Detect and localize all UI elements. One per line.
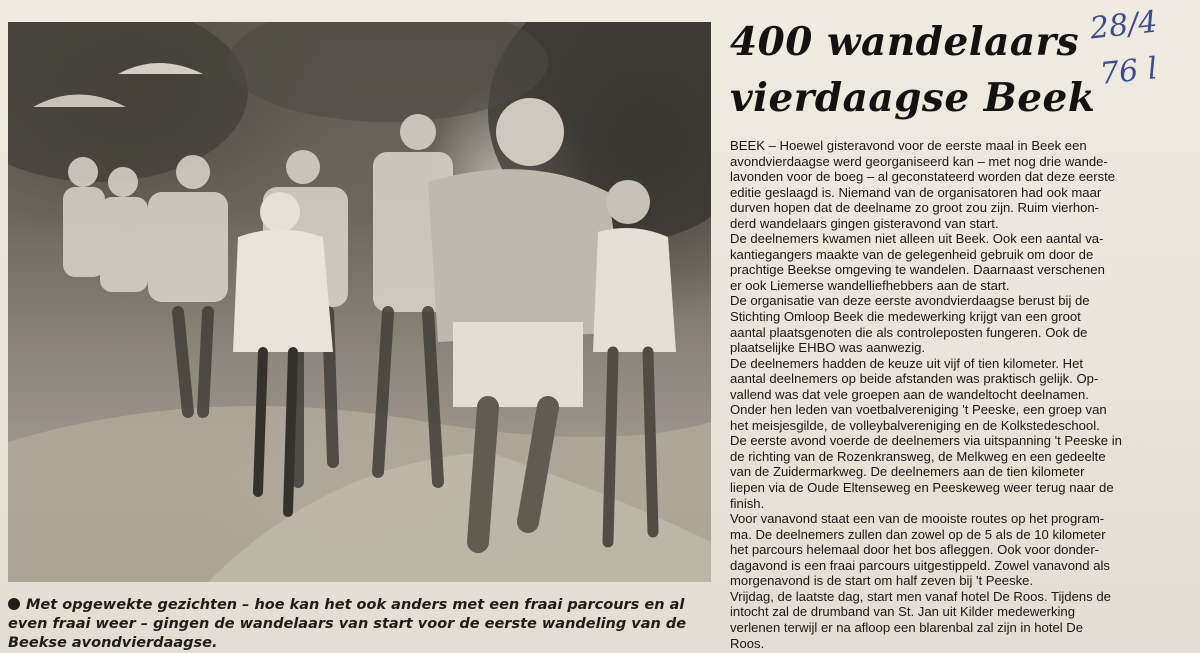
- article-line: finish.: [730, 495, 765, 511]
- article-line: er ook Liemerse wandelliefhebbers aan de start.: [730, 277, 1010, 293]
- article-line: de richting van de Rozenkransweg, de Melkweg en een gedeelte: [730, 448, 1106, 464]
- photo-caption-text: Met opgewekte gezichten – hoe kan het ook anders met een fraai parcours en al even fraai weer – gingen de wandelaars van start voor de eerste wandeling van de Beekse avondvierdaagse.: [8, 597, 687, 651]
- article-line: kantiegangers maakte van de gelegenheid gebruik om door de: [730, 246, 1094, 262]
- article-line: Roos.: [730, 635, 765, 651]
- photo-caption: [8, 596, 708, 653]
- article-line: vallend was dat vele groepen aan de wandeltocht deelnamen.: [730, 386, 1089, 402]
- article-line: ma. De deelnemers zullen dan zowel op de 5 als de 10 kilometer: [730, 526, 1106, 542]
- article-line: editie geslaagd is. Niemand van de organisatoren had ook maar: [730, 184, 1102, 200]
- article-line: De eerste avond voerde de deelnemers via uitspanning 't Peeske in: [730, 433, 1122, 449]
- headline-line-2: vierdaagse Beek: [730, 75, 1096, 121]
- article-line: De deelnemers kwamen niet alleen uit Beek. Ook een aantal va-: [730, 231, 1104, 247]
- caption-bullet-icon: [8, 598, 20, 610]
- article-line: Vrijdag, de laatste dag, start men vanaf hotel De Roos. Tijdens de: [730, 588, 1111, 604]
- article-line: prachtige Beekse omgeving te wandelen. Daarnaast verschenen: [730, 262, 1105, 278]
- article-line: BEEK – Hoewel gisteravond voor de eerste maal in Beek een: [730, 138, 1087, 153]
- handwritten-date-line-1: 28/4: [1088, 4, 1160, 47]
- headline-line-1: 400 wandelaars: [730, 19, 1080, 65]
- article-line: De deelnemers hadden de keuze uit vijf of tien kilometer. Het: [730, 355, 1084, 371]
- article-line: Onder hen leden van voetbalvereniging 't Peeske, een groep van: [730, 402, 1107, 418]
- article-line: intocht zal de drumband van St. Jan uit Kilder medewerking: [730, 604, 1075, 620]
- photo-illustration: [8, 22, 711, 582]
- article-line: De organisatie van deze eerste avondvierdaagse berust bij de: [730, 293, 1090, 309]
- article-body: [730, 138, 1192, 651]
- article-line: derd wandelaars gingen gisteravond van start.: [730, 215, 999, 231]
- article-line: aantal plaatsgenoten die als controleposten fungeren. Ook de: [730, 324, 1088, 340]
- newspaper-photo-walkers: [8, 22, 711, 582]
- article-line: liepen via de Oude Eltenseweg en Peeskeweg weer terug naar de: [730, 480, 1114, 496]
- article-line: lavonden voor de boeg – al geconstateerd worden dat deze eerste: [730, 169, 1116, 185]
- article-line: durven hopen dat de deelname zo groot zou zijn. Ruim vierhon-: [730, 200, 1100, 216]
- article-line: verlenen terwijl er na afloop een blarenbal zal zijn in hotel De: [730, 619, 1084, 635]
- article-line: dagavond is een fraai parcours uitgestippeld. Zowel vanavond als: [730, 557, 1110, 573]
- article-line: Stichting Omloop Beek die medewerking krijgt van een groot: [730, 309, 1081, 325]
- handwritten-date-line-2: 76 l: [1098, 51, 1159, 92]
- article-line: Voor vanavond staat een van de mooiste routes op het program-: [730, 511, 1105, 527]
- article-line: plaatselijke EHBO was aanwezig.: [730, 340, 926, 356]
- article-line: het meisjesgilde, de volleybalvereniging en de Kolkstedeschool.: [730, 417, 1100, 433]
- article-line: avondvierdaagse werd georganiseerd kan – met nog drie wande-: [730, 153, 1108, 169]
- article-headline: [730, 14, 1130, 126]
- article-line: morgenavond is de start om half zeven bij 't Peeske.: [730, 573, 1034, 589]
- article-line: van de Zuidermarkweg. De deelnemers aan de tien kilometer: [730, 464, 1085, 480]
- article-line: het parcours helemaal door het bos afleggen. Ook voor donder-: [730, 542, 1100, 558]
- article-line: aantal deelnemers op beide afstanden was praktisch gelijk. Op-: [730, 371, 1099, 387]
